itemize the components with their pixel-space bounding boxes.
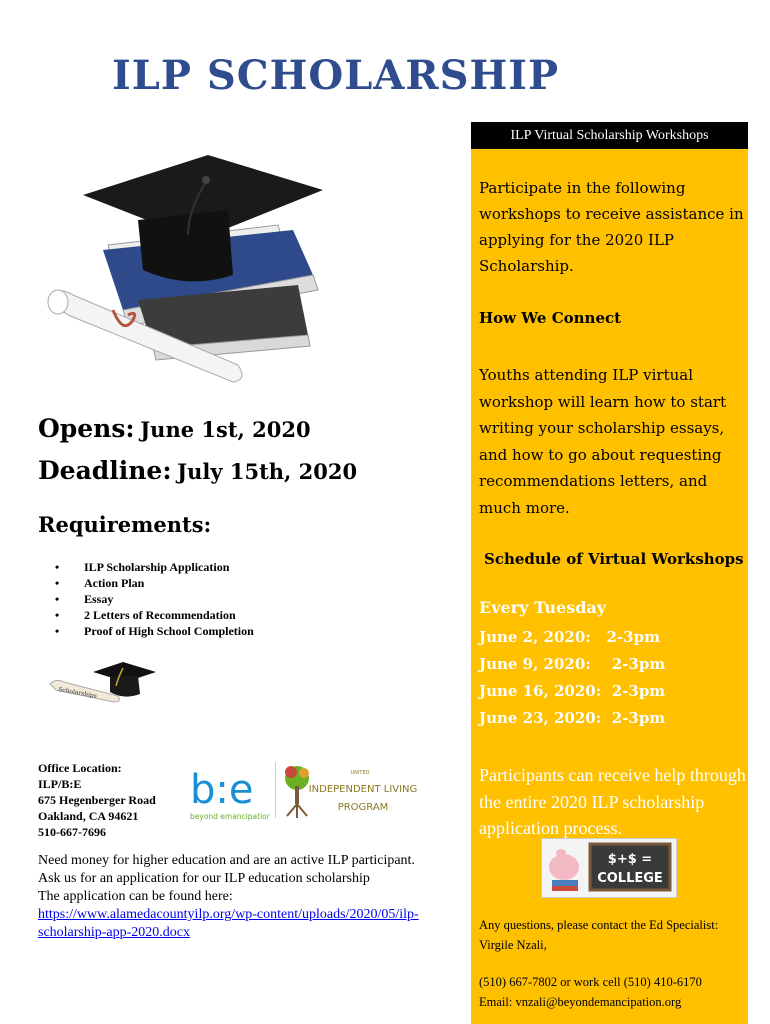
session-list <box>479 624 665 732</box>
list-item <box>55 623 254 639</box>
info-line: Need money for higher education and are an active ILP participant. <box>38 853 415 868</box>
requirement-text: Proof of High School Completion <box>84 624 254 638</box>
workshop-panel-header: ILP Virtual Scholarship Workshops <box>471 122 748 149</box>
sign-line2: COLLEGE <box>597 871 663 886</box>
office-location <box>38 760 156 840</box>
schedule-heading: Schedule of Virtual Workshops <box>484 550 744 568</box>
requirement-text: ILP Scholarship Application <box>84 560 230 574</box>
opens-line <box>38 408 357 450</box>
office-city: Oakland, CA 94621 <box>38 809 139 823</box>
requirements-list <box>55 559 254 639</box>
dates-block <box>38 408 357 492</box>
bullet-icon: • <box>55 560 60 574</box>
intro-text: Participate in the following workshops to receive assistance in applying for the 2020 ILP Scholarship. <box>479 179 744 275</box>
ilp-logo-icon <box>275 760 430 822</box>
page-title: ILP SCHOLARSHIP <box>112 52 560 99</box>
beyond-emancipation-logo <box>190 763 270 823</box>
sign-line1: $+$ = <box>607 852 653 867</box>
workshop-description: Youths attending ILP virtual workshop will learn how to start writing your scholarship essays, and how to go about requesting recommendations letters, and much more. <box>479 366 727 517</box>
opens-label: Opens: <box>38 414 135 443</box>
session-item: June 2, 2020: 2-3pm <box>479 628 660 646</box>
contact-question: Any questions, please contact the Ed Specialist: Virgile Nzali, <box>479 918 719 952</box>
opens-date: June 1st, 2020 <box>140 417 311 442</box>
contact-details <box>479 972 741 1012</box>
requirements-heading: Requirements: <box>38 512 212 537</box>
deadline-date: July 15th, 2020 <box>177 459 358 484</box>
requirement-text: Essay <box>84 592 114 606</box>
requirement-text: Action Plan <box>84 576 145 590</box>
deadline-label: Deadline: <box>38 456 172 485</box>
contact-email: Email: vnzali@beyondemancipation.org <box>479 995 682 1009</box>
list-item <box>55 591 254 607</box>
office-phone: 510-667-7696 <box>38 825 106 839</box>
bullet-icon: • <box>55 592 60 606</box>
session-item: June 16, 2020: 2-3pm <box>479 682 666 700</box>
be-text: beyond emancipation <box>190 812 270 821</box>
diploma-label: Scholarships <box>57 686 98 700</box>
college-piggybank-image <box>541 838 677 898</box>
bullet-icon: • <box>55 576 60 590</box>
requirement-text: 2 Letters of Recommendation <box>84 608 236 622</box>
info-line: The application can be found here: <box>38 889 233 904</box>
office-street: 675 Hegenberger Road <box>38 793 156 807</box>
graduation-books-image <box>38 150 338 385</box>
list-item <box>55 559 254 575</box>
contact-phone: (510) 667-7802 or work cell (510) 410-6170 <box>479 975 702 989</box>
be-mark: b:e <box>190 767 254 813</box>
office-name: ILP/B:E <box>38 777 82 791</box>
ilp-small-text: UNITED <box>350 770 370 776</box>
application-link[interactable]: https://www.alamedacountyilp.org/wp-content/uploads/2020/05/ilp-scholarship-app-2020.docx <box>38 907 419 940</box>
ilp-line2: PROGRAM <box>337 802 389 813</box>
session-item: June 9, 2020: 2-3pm <box>479 655 666 673</box>
every-tuesday-label: Every Tuesday <box>479 598 607 617</box>
bullet-icon: • <box>55 608 60 622</box>
how-we-connect-heading: How We Connect <box>479 309 622 327</box>
diploma-cap-icon <box>48 658 158 704</box>
list-item <box>55 607 254 623</box>
college-sign-icon <box>542 839 676 897</box>
list-item <box>55 575 254 591</box>
info-line: Ask us for an application for our ILP education scholarship <box>38 871 370 886</box>
be-logo-icon <box>190 763 270 823</box>
graduation-cap-icon <box>38 150 338 385</box>
ilp-line1: INDEPENDENT LIVING <box>308 784 418 795</box>
session-item: June 23, 2020: 2-3pm <box>479 709 666 727</box>
office-label: Office Location: <box>38 761 122 775</box>
small-graduation-image <box>48 658 158 704</box>
deadline-line <box>38 450 357 492</box>
bullet-icon: • <box>55 624 60 638</box>
participants-text: Participants can receive help through the entire 2020 ILP scholarship application process. <box>479 765 746 838</box>
independent-living-program-logo <box>275 760 430 822</box>
application-info <box>38 852 458 942</box>
